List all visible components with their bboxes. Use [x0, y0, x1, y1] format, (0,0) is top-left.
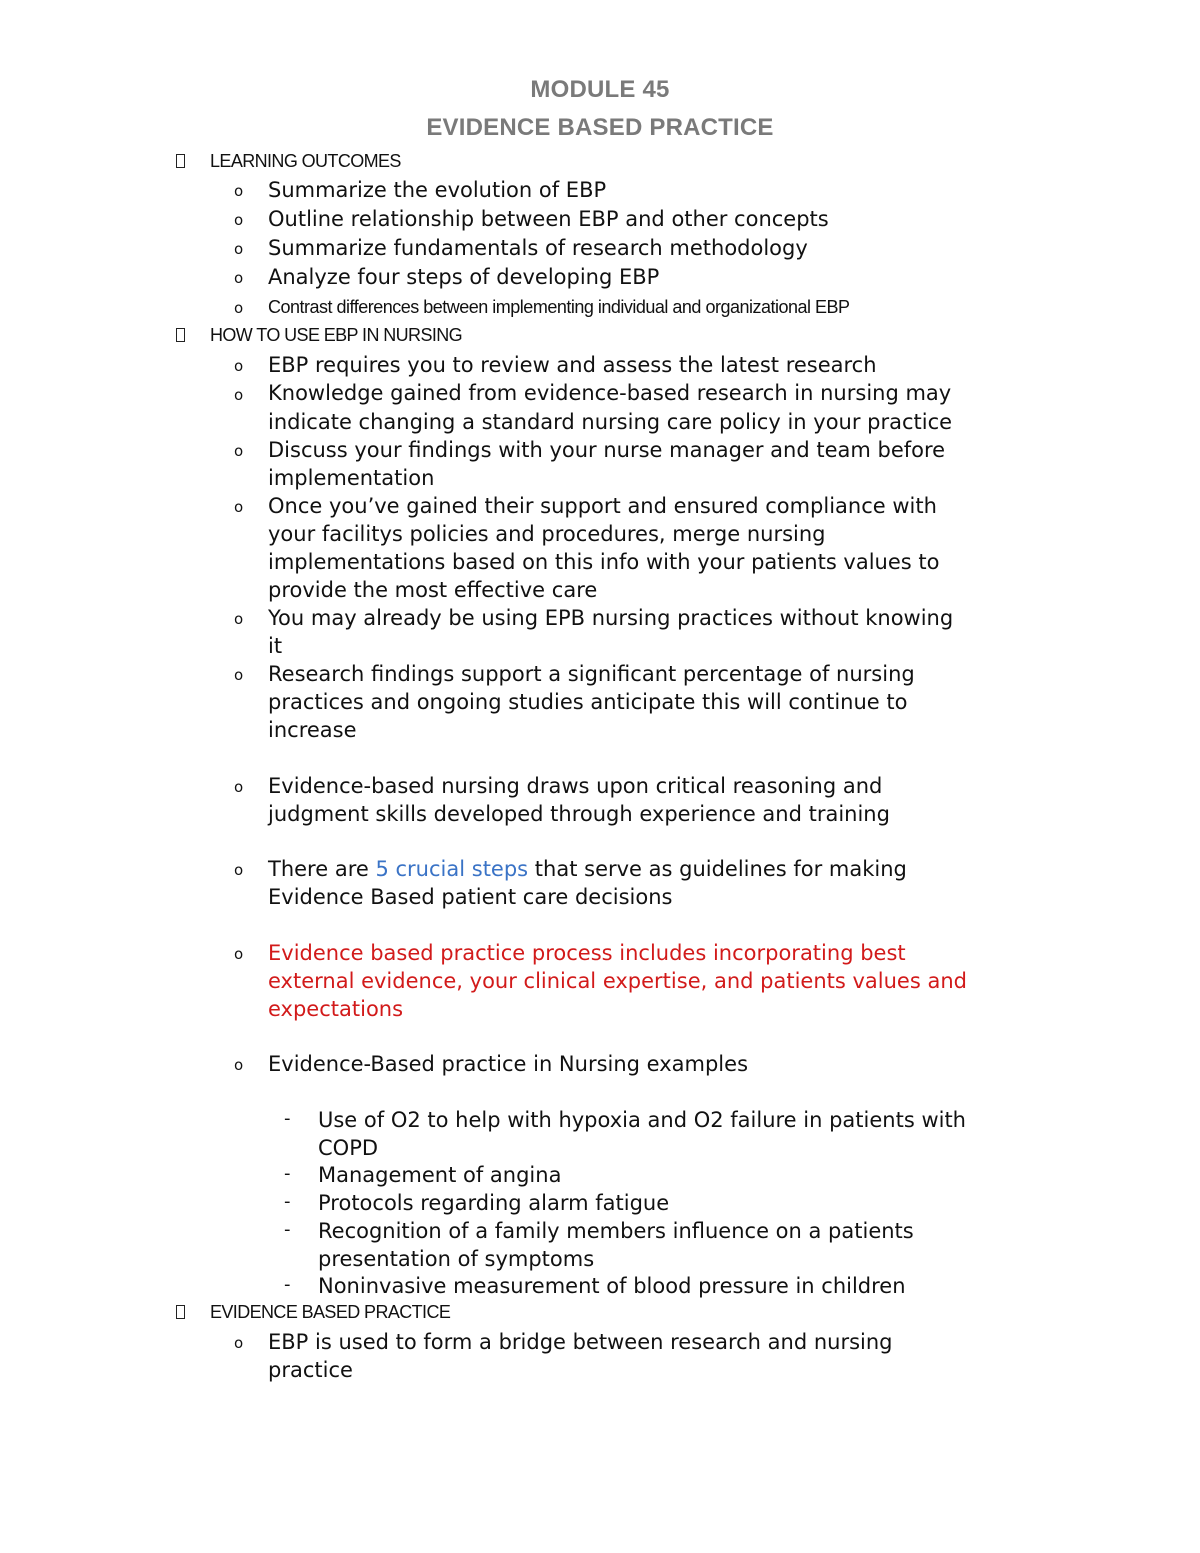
bullet-icon: o: [234, 1056, 244, 1074]
list-item-continued: increase: [268, 718, 357, 742]
example-item: Recognition of a family members influence on a patients: [318, 1219, 914, 1243]
list-item-continued: provide the most effective care: [268, 578, 598, 602]
list-item-continued: Evidence Based patient care decisions: [268, 885, 673, 909]
list-item: You may already be using EPB nursing practices without knowing: [268, 606, 954, 630]
example-item: Protocols regarding alarm fatigue: [318, 1191, 670, 1215]
section-heading-evidence-based-practice: EVIDENCE BASED PRACTICE: [176, 1302, 450, 1323]
bullet-icon: o: [234, 666, 244, 684]
list-item: Evidence-Based practice in Nursing examples: [268, 1052, 749, 1076]
bullet-icon: o: [234, 357, 244, 375]
bullet-icon: o: [234, 269, 244, 287]
example-item: Noninvasive measurement of blood pressure in children: [318, 1274, 906, 1298]
list-item: Knowledge gained from evidence-based research in nursing may: [268, 381, 952, 405]
list-item: Once you’ve gained their support and ensured compliance with: [268, 494, 937, 518]
bullet-icon: o: [234, 610, 244, 628]
list-item: Contrast differences between implementing individual and organizational EBP: [268, 297, 850, 317]
bullet-icon: o: [234, 299, 244, 317]
list-item: Discuss your findings with your nurse manager and team before: [268, 438, 946, 462]
bullet-icon: o: [234, 240, 244, 258]
list-item-continued: judgment skills developed through experience and training: [268, 802, 890, 826]
example-item: Management of angina: [318, 1163, 562, 1187]
list-item: EBP requires you to review and assess the latest research: [268, 353, 877, 377]
bullet-icon: o: [234, 182, 244, 200]
bullet-box-icon: [176, 154, 185, 168]
bullet-box-icon: [176, 328, 185, 342]
bullet-icon: o: [234, 211, 244, 229]
page-subtitle: EVIDENCE BASED PRACTICE: [426, 114, 774, 141]
list-item: There are 5 crucial steps that serve as guidelines for making: [268, 857, 907, 881]
list-item: Research findings support a significant percentage of nursing: [268, 662, 915, 686]
example-item-continued: presentation of symptoms: [318, 1247, 595, 1271]
list-item: Analyze four steps of developing EBP: [268, 265, 660, 289]
list-item-continued: it: [268, 634, 283, 658]
list-item-continued: practice: [268, 1358, 353, 1382]
list-item-continued: implementation: [268, 466, 435, 490]
list-item: EBP is used to form a bridge between research and nursing: [268, 1330, 893, 1354]
highlighted-list-item-continued: external evidence, your clinical expertise, and patients values and: [268, 969, 967, 993]
section-heading-learning-outcomes: LEARNING OUTCOMES: [176, 151, 401, 172]
bullet-icon: o: [234, 386, 244, 404]
bullet-icon: o: [234, 498, 244, 516]
crucial-steps-link[interactable]: 5 crucial steps: [375, 857, 529, 881]
dash-icon: -: [284, 1219, 291, 1240]
dash-icon: -: [284, 1108, 291, 1129]
highlighted-list-item: Evidence based practice process includes incorporating best: [268, 941, 906, 965]
dash-icon: -: [284, 1163, 291, 1184]
bullet-icon: o: [234, 442, 244, 460]
example-item-continued: COPD: [318, 1136, 379, 1160]
list-item-continued: your facilitys policies and procedures, merge nursing: [268, 522, 826, 546]
bullet-icon: o: [234, 778, 244, 796]
list-item: Outline relationship between EBP and other concepts: [268, 207, 829, 231]
dash-icon: -: [284, 1274, 291, 1295]
list-item-continued: indicate changing a standard nursing care policy in your practice: [268, 410, 953, 434]
highlighted-list-item-continued: expectations: [268, 997, 404, 1021]
list-item: Summarize fundamentals of research methodology: [268, 236, 808, 260]
list-item-continued: practices and ongoing studies anticipate this will continue to: [268, 690, 908, 714]
page-title: MODULE 45: [530, 76, 670, 103]
section-heading-how-to-use-ebp: HOW TO USE EBP IN NURSING: [176, 325, 462, 346]
bullet-icon: o: [234, 1334, 244, 1352]
bullet-box-icon: [176, 1305, 185, 1319]
dash-icon: -: [284, 1191, 291, 1212]
list-item-continued: implementations based on this info with your patients values to: [268, 550, 940, 574]
list-item: Evidence-based nursing draws upon critical reasoning and: [268, 774, 883, 798]
example-item: Use of O2 to help with hypoxia and O2 failure in patients with: [318, 1108, 966, 1132]
bullet-icon: o: [234, 945, 244, 963]
list-item: Summarize the evolution of EBP: [268, 178, 607, 202]
bullet-icon: o: [234, 861, 244, 879]
